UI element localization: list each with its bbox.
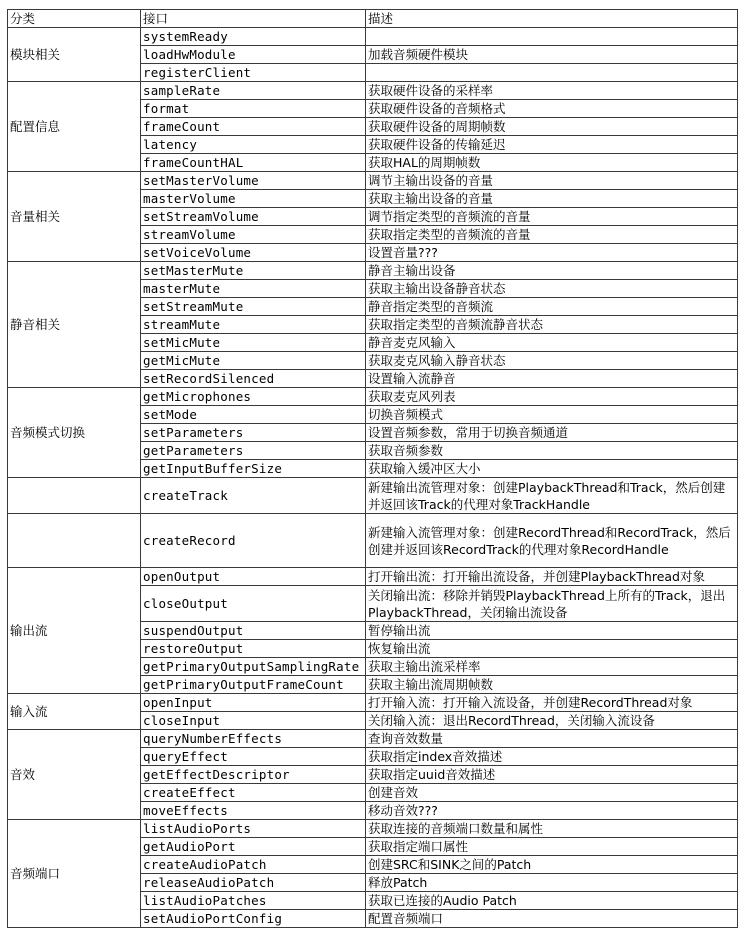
description-cell: 获取主输出设备静音状态	[366, 280, 738, 298]
table-row	[8, 82, 738, 100]
audioflinger-api-table	[7, 9, 738, 928]
interface-cell: listAudioPorts	[141, 820, 366, 838]
interface-cell: openInput	[141, 694, 366, 712]
interface-cell: setMasterMute	[141, 262, 366, 280]
table-header-row	[8, 10, 738, 28]
interface-cell: setMicMute	[141, 334, 366, 352]
description-cell: 获取指定index音效描述	[366, 748, 738, 766]
interface-cell: latency	[141, 136, 366, 154]
interface-cell: moveEffects	[141, 802, 366, 820]
description-cell: 获取硬件设备的周期帧数	[366, 118, 738, 136]
interface-cell: createAudioPatch	[141, 856, 366, 874]
description-cell: 静音麦克风输入	[366, 334, 738, 352]
category-cell: 输入流	[8, 694, 141, 730]
description-cell: 静音指定类型的音频流	[366, 298, 738, 316]
table-row	[8, 478, 738, 514]
description-cell: 释放Patch	[366, 874, 738, 892]
interface-cell: createRecord	[141, 514, 366, 568]
interface-cell: closeInput	[141, 712, 366, 730]
description-cell: 关闭输出流：移除并销毁PlaybackThread上所有的Track，退出PlaybackThread，关闭输出流设备	[366, 586, 738, 622]
description-cell: 获取指定端口属性	[366, 838, 738, 856]
description-cell	[366, 28, 738, 46]
table-row	[8, 820, 738, 838]
table-row	[8, 514, 738, 568]
category-cell: 音频端口	[8, 820, 141, 928]
description-cell: 新建输出流管理对象：创建PlaybackThread和Track，然后创建并返回该Track的代理对象TrackHandle	[366, 478, 738, 514]
interface-cell: setMasterVolume	[141, 172, 366, 190]
table-row	[8, 28, 738, 46]
interface-cell: setParameters	[141, 424, 366, 442]
interface-cell: createTrack	[141, 478, 366, 514]
interface-cell: getInputBufferSize	[141, 460, 366, 478]
description-cell	[366, 64, 738, 82]
description-cell: 加载音频硬件模块	[366, 46, 738, 64]
interface-cell: streamMute	[141, 316, 366, 334]
interface-cell: setRecordSilenced	[141, 370, 366, 388]
interface-cell: setStreamMute	[141, 298, 366, 316]
table-row	[8, 694, 738, 712]
description-cell: 获取指定uuid音效描述	[366, 766, 738, 784]
interface-cell: queryNumberEffects	[141, 730, 366, 748]
interface-cell: frameCount	[141, 118, 366, 136]
description-cell: 恢复输出流	[366, 640, 738, 658]
description-cell: 调节指定类型的音频流的音量	[366, 208, 738, 226]
category-cell: 静音相关	[8, 262, 141, 388]
interface-cell: sampleRate	[141, 82, 366, 100]
interface-cell: systemReady	[141, 28, 366, 46]
description-cell: 移动音效???	[366, 802, 738, 820]
description-cell: 静音主输出设备	[366, 262, 738, 280]
interface-cell: streamVolume	[141, 226, 366, 244]
table-row	[8, 568, 738, 586]
description-cell: 暂停输出流	[366, 622, 738, 640]
category-cell: 输出流	[8, 568, 141, 694]
description-cell: 获取HAL的周期帧数	[366, 154, 738, 172]
description-cell: 获取麦克风输入静音状态	[366, 352, 738, 370]
description-cell: 获取指定类型的音频流的音量	[366, 226, 738, 244]
interface-cell: getPrimaryOutputFrameCount	[141, 676, 366, 694]
interface-cell: restoreOutput	[141, 640, 366, 658]
interface-cell: setAudioPortConfig	[141, 910, 366, 928]
interface-cell: queryEffect	[141, 748, 366, 766]
header-description: 描述	[366, 10, 738, 28]
interface-cell: setMode	[141, 406, 366, 424]
category-cell: 音量相关	[8, 172, 141, 262]
interface-cell: closeOutput	[141, 586, 366, 622]
description-cell: 获取主输出流周期帧数	[366, 676, 738, 694]
description-cell: 调节主输出设备的音量	[366, 172, 738, 190]
header-category: 分类	[8, 10, 141, 28]
description-cell: 切换音频模式	[366, 406, 738, 424]
interface-cell: getAudioPort	[141, 838, 366, 856]
table-row	[8, 262, 738, 280]
description-cell: 设置音频参数，常用于切换音频通道	[366, 424, 738, 442]
description-cell: 创建SRC和SINK之间的Patch	[366, 856, 738, 874]
description-cell: 获取主输出流采样率	[366, 658, 738, 676]
header-interface: 接口	[141, 10, 366, 28]
table-row	[8, 172, 738, 190]
description-cell: 打开输出流：打开输出流设备，并创建PlaybackThread对象	[366, 568, 738, 586]
description-cell: 获取连接的音频端口数量和属性	[366, 820, 738, 838]
interface-cell: getMicrophones	[141, 388, 366, 406]
category-cell	[8, 514, 141, 568]
category-cell: 配置信息	[8, 82, 141, 172]
table-body	[8, 28, 738, 928]
interface-cell: frameCountHAL	[141, 154, 366, 172]
interface-cell: setStreamVolume	[141, 208, 366, 226]
interface-cell: createEffect	[141, 784, 366, 802]
description-cell: 设置音量???	[366, 244, 738, 262]
table-row	[8, 730, 738, 748]
description-cell: 配置音频端口	[366, 910, 738, 928]
interface-cell: masterVolume	[141, 190, 366, 208]
description-cell: 打开输入流：打开输入流设备，并创建RecordThread对象	[366, 694, 738, 712]
interface-cell: getPrimaryOutputSamplingRate	[141, 658, 366, 676]
description-cell: 获取麦克风列表	[366, 388, 738, 406]
description-cell: 设置输入流静音	[366, 370, 738, 388]
description-cell: 获取硬件设备的传输延迟	[366, 136, 738, 154]
interface-cell: suspendOutput	[141, 622, 366, 640]
interface-cell: releaseAudioPatch	[141, 874, 366, 892]
category-cell: 音频模式切换	[8, 388, 141, 478]
category-cell: 模块相关	[8, 28, 141, 82]
interface-cell: masterMute	[141, 280, 366, 298]
description-cell: 获取音频参数	[366, 442, 738, 460]
description-cell: 获取指定类型的音频流静音状态	[366, 316, 738, 334]
description-cell: 查询音效数量	[366, 730, 738, 748]
description-cell: 获取硬件设备的采样率	[366, 82, 738, 100]
interface-cell: format	[141, 100, 366, 118]
interface-cell: openOutput	[141, 568, 366, 586]
interface-cell: getParameters	[141, 442, 366, 460]
description-cell: 创建音效	[366, 784, 738, 802]
table-row	[8, 388, 738, 406]
interface-cell: listAudioPatches	[141, 892, 366, 910]
description-cell: 获取输入缓冲区大小	[366, 460, 738, 478]
description-cell: 获取已连接的Audio Patch	[366, 892, 738, 910]
category-cell: 音效	[8, 730, 141, 820]
interface-cell: loadHwModule	[141, 46, 366, 64]
description-cell: 关闭输入流：退出RecordThread，关闭输入流设备	[366, 712, 738, 730]
description-cell: 获取硬件设备的音频格式	[366, 100, 738, 118]
interface-cell: registerClient	[141, 64, 366, 82]
category-cell	[8, 478, 141, 514]
description-cell: 新建输入流管理对象：创建RecordThread和RecordTrack，然后创建并返回该RecordTrack的代理对象RecordHandle	[366, 514, 738, 568]
interface-cell: getEffectDescriptor	[141, 766, 366, 784]
description-cell: 获取主输出设备的音量	[366, 190, 738, 208]
interface-cell: getMicMute	[141, 352, 366, 370]
interface-cell: setVoiceVolume	[141, 244, 366, 262]
